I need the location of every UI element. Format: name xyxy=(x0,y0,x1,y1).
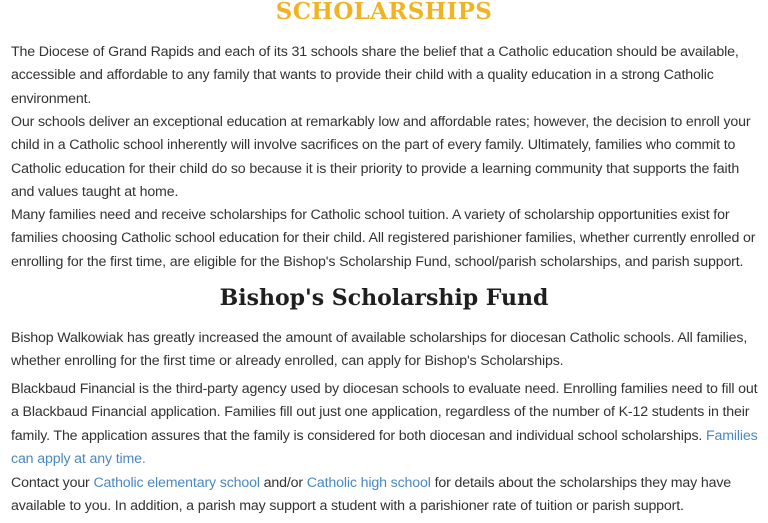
contact-prefix-text: Contact your xyxy=(11,475,94,491)
catholic-high-school-link[interactable]: Catholic high school xyxy=(306,475,431,491)
bishops-fund-heading: Bishop's Scholarship Fund xyxy=(219,285,549,311)
blackbaud-text: Blackbaud Financial is the third-party agency used by diocesan schools to evaluate need. Enrolling families need to fill out a Blackbaud Financial application. Families fill out just one application, regardless of the number of K-12 students in their family. The application assures that the family is considered for both diocesan and individual school scholarships. xyxy=(11,381,758,444)
contact-suffix-text: for details about the scholarships they may have available to you. In addition, a parish may support a student with a parishioner rate of tuition or parish support. xyxy=(11,475,731,515)
intro-paragraph-diocese: The Diocese of Grand Rapids and each of its 31 schools share the belief that a Catholic education should be available, accessible and affordable to any family that wants to provide their child with a quality education in a strong Catholic environment. xyxy=(11,44,739,107)
page-title: SCHOLARSHIPS xyxy=(275,0,493,25)
intro-paragraph-eligibility: Many families need and receive scholarships for Catholic school tuition. A variety of scholarship opportunities exist for families choosing Catholic school education for their child. All registered parishioner families, whether currently enrolled or enrolling for the first time, are eligible for the Bishop's Scholarship Fund, school/parish scholarships, and parish support. xyxy=(11,207,756,270)
bishops-fund-paragraph-blackbaud xyxy=(11,378,763,471)
contact-middle-text: and/or xyxy=(259,475,307,491)
catholic-elementary-school-link[interactable]: Catholic elementary school xyxy=(93,475,260,491)
families-can-apply-link[interactable]: Families can apply at any time. xyxy=(11,427,758,467)
intro-paragraph-sacrifices: Our schools deliver an exceptional education at remarkably low and affordable rates; however, the decision to enroll your child in a Catholic school inherently will involve sacrifices on the part of every family. Ultimately, families who commit to Catholic education for their child do so because it is their priority to provide a learning community that supports the faith and values taught at home. xyxy=(11,114,751,200)
bishops-fund-paragraph-contact xyxy=(11,472,763,519)
bishops-fund-paragraph-increase: Bishop Walkowiak has greatly increased the amount of available scholarships for diocesan Catholic schools. All families, whether enrolling for the first time or already enrolled, can apply for Bishop's Scholarships. xyxy=(11,330,748,370)
